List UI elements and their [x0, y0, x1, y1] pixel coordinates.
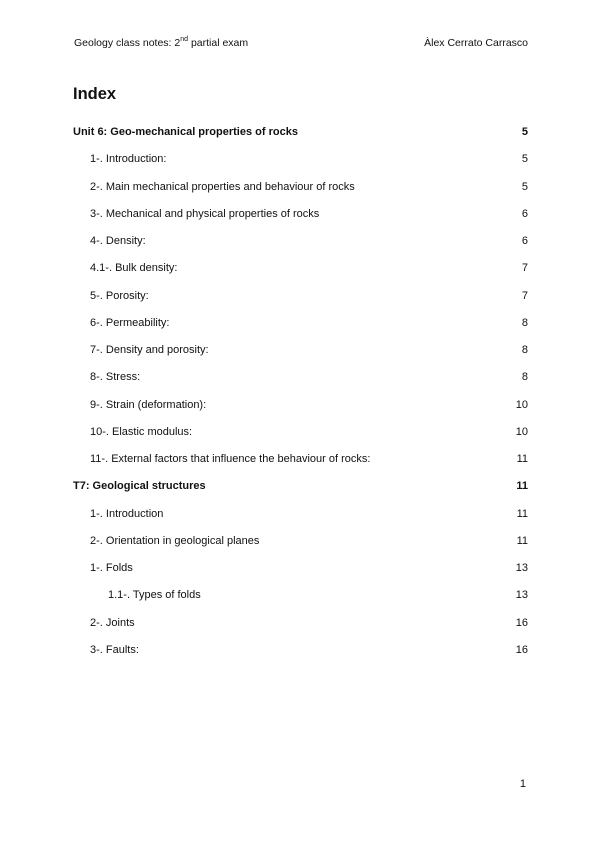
- toc-entry-text: 2-. Joints: [90, 616, 135, 629]
- toc-entry-page: 10: [515, 425, 528, 438]
- toc-entry-page: 6: [521, 207, 528, 220]
- table-of-contents: [73, 122, 528, 667]
- toc-entry-page: 6: [521, 235, 528, 247]
- toc-entry-page: 11: [516, 534, 528, 547]
- toc-entry-text: 9-. Strain (deformation):: [90, 398, 207, 411]
- toc-entry-t7-introduction[interactable]: [73, 504, 528, 531]
- toc-entry-elastic-modulus[interactable]: [73, 422, 528, 449]
- toc-entry-page: 8: [521, 316, 528, 329]
- toc-entry-stress[interactable]: [73, 367, 528, 394]
- toc-entry-introduction[interactable]: [73, 149, 528, 176]
- index-title: Index: [73, 85, 117, 103]
- header-course-title: [74, 36, 248, 50]
- toc-entry-page: 11: [516, 507, 528, 520]
- toc-entry-text: T7: Geological structures: [73, 480, 206, 493]
- toc-entry-porosity[interactable]: [73, 286, 528, 313]
- toc-entry-text: 7-. Density and porosity:: [90, 344, 209, 356]
- toc-entry-text: 1-. Introduction: [90, 507, 164, 520]
- toc-entry-text: 5-. Porosity:: [90, 289, 149, 302]
- toc-entry-page: 11: [516, 480, 528, 493]
- toc-entry-page: 16: [515, 616, 528, 629]
- toc-entry-density[interactable]: [73, 231, 528, 258]
- toc-entry-mechanical-physical-properties[interactable]: [73, 204, 528, 231]
- toc-entry-text: Unit 6: Geo-mechanical properties of rocks: [73, 126, 298, 138]
- toc-entry-unit-6[interactable]: [73, 122, 528, 149]
- header-ordinal-suffix: nd: [180, 35, 189, 43]
- toc-entry-text: 2-. Orientation in geological planes: [90, 534, 260, 547]
- toc-entry-text: 1-. Introduction:: [90, 153, 167, 166]
- toc-entry-page: 13: [515, 589, 528, 602]
- toc-entry-orientation[interactable]: [73, 531, 528, 558]
- toc-entry-text: 1.1-. Types of folds: [108, 589, 201, 602]
- toc-entry-text: 1-. Folds: [90, 562, 133, 574]
- header-author: Àlex Cerrato Carrasco: [424, 37, 528, 49]
- toc-entry-text: 2-. Main mechanical properties and behaviour of rocks: [90, 180, 355, 193]
- toc-entry-text: 8-. Stress:: [90, 371, 141, 384]
- toc-entry-folds[interactable]: [73, 558, 528, 585]
- toc-entry-joints[interactable]: [73, 613, 528, 640]
- page-header: [74, 36, 528, 50]
- toc-entry-types-of-folds[interactable]: [73, 585, 528, 612]
- toc-entry-text: 4.1-. Bulk density:: [90, 262, 178, 275]
- toc-entry-page: 5: [521, 153, 528, 166]
- toc-entry-page: 7: [521, 262, 528, 275]
- toc-entry-text: 4-. Density:: [90, 235, 146, 247]
- page-number: 1: [519, 778, 526, 790]
- toc-entry-main-mechanical-properties[interactable]: [73, 177, 528, 204]
- toc-entry-page: 5: [521, 126, 528, 138]
- header-course-suffix: partial exam: [188, 37, 249, 49]
- toc-entry-page: 7: [521, 289, 528, 302]
- toc-entry-text: 3-. Mechanical and physical properties of rocks: [90, 207, 320, 220]
- toc-entry-text: 6-. Permeability:: [90, 316, 170, 329]
- toc-entry-faults[interactable]: [73, 640, 528, 667]
- toc-entry-t7[interactable]: [73, 476, 528, 503]
- toc-entry-page: 8: [521, 344, 528, 356]
- header-course-text: Geology class notes: 2: [74, 37, 181, 49]
- toc-entry-text: 3-. Faults:: [90, 643, 139, 656]
- toc-entry-density-porosity[interactable]: [73, 340, 528, 367]
- toc-entry-page: 13: [515, 562, 528, 574]
- toc-entry-page: 5: [521, 180, 528, 193]
- toc-entry-page: 8: [521, 371, 528, 384]
- toc-entry-page: 10: [515, 398, 528, 411]
- toc-entry-page: 11: [516, 453, 528, 465]
- toc-entry-external-factors[interactable]: [73, 449, 528, 476]
- toc-entry-page: 16: [515, 643, 528, 656]
- toc-entry-strain[interactable]: [73, 395, 528, 422]
- toc-entry-permeability[interactable]: [73, 313, 528, 340]
- toc-entry-text: 11-. External factors that influence the behaviour of rocks:: [90, 453, 371, 465]
- toc-entry-text: 10-. Elastic modulus:: [90, 425, 193, 438]
- toc-entry-bulk-density[interactable]: [73, 258, 528, 285]
